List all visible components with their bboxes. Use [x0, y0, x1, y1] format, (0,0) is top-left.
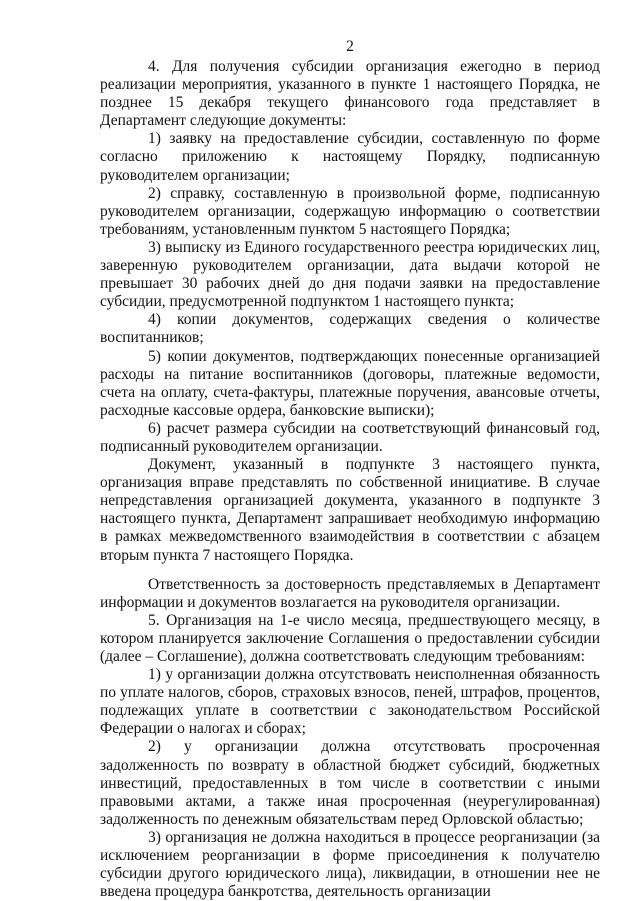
paragraph-4: 4. Для получения субсидии организация ежегодно в период реализации мероприятия, указанного в пункте 1 настоящего Порядка, не позднее 15 декабря текущего финансового года представляет в Департамент следующие документы:	[100, 58, 600, 130]
paragraph-4-item-2: 2) справку, составленную в произвольной форме, подписанную руководителем организации, содержащую информацию о соответствии требованиям, установленным пунктом 5 настоящего Порядка;	[100, 184, 600, 238]
page-number: 2	[346, 38, 354, 55]
responsibility-paragraph: Ответственность за достоверность представляемых в Департамент информации и документов возлагается на руководителя организации.	[100, 575, 600, 611]
paragraph-4-item-6: 6) расчет размера субсидии на соответствующий финансовый год, подписанный руководителем организации.	[100, 419, 600, 455]
paragraph-4-item-3: 3) выписку из Единого государственного реестра юридических лиц, заверенную руководителем организации, дата выдачи которой не превышает 30 рабочих дней до дня подачи заявки на предоставление субсидии, предусмотренной подпунктом 1 настоящего пункта;	[100, 238, 600, 311]
paragraph-4-item-5: 5) копии документов, подтверждающих понесенные организацией расходы на питание воспитанников (договоры, платежные ведомости, счета на оплату, счета-фактуры, платежные поручения, авансовые отчеты, расходные кассовые ордера, банковские выписки);	[100, 347, 600, 419]
paragraph-4-note: Документ, указанный в подпункте 3 настоящего пункта, организация вправе представлять по собственной инициативе. В случае непредставления организацией документа, указанного в подпункте 3 настоящего пункта, Департамент запрашивает необходимую информацию в рамках межведомственного взаимодействия в соответствии с абзацем вторым пункта 7 настоящего Порядка.	[100, 456, 600, 564]
paragraph-4-item-1: 1) заявку на предоставление субсидии, составленную по форме согласно приложению к настоящему Порядку, подписанную руководителем организации;	[100, 130, 600, 184]
paragraph-5-item-2: 2) у организации должна отсутствовать просроченная задолженность по возврату в областной бюджет субсидий, бюджетных инвестиций, предоставленных в том числе в соответствии с иными правовыми актами, а также иная просроченная (неурегулированная) задолженность по денежным обязательствам перед Орловской областью;	[100, 738, 600, 828]
paragraph-4-item-4: 4) копии документов, содержащих сведения о количестве воспитанников;	[100, 311, 600, 347]
paragraph-5: 5. Организация на 1-е число месяца, предшествующего месяцу, в котором планируется заключение Соглашения о предоставлении субсидии (далее – Соглашение), должна соответствовать следующим требованиям:	[100, 611, 600, 665]
paragraph-5-item-1: 1) у организации должна отсутствовать неисполненная обязанность по уплате налогов, сборов, страховых взносов, пеней, штрафов, процентов, подлежащих уплате в соответствии с законодательством Российской Федерации о налогах и сборах;	[100, 666, 600, 738]
paragraph-5-item-3: 3) организация не должна находиться в процессе реорганизации (за исключением реорганизации в форме присоединения к получателю субсидии другого юридического лица), ликвидации, в отношении нее не введена процедура банкротства, деятельность организации	[100, 828, 600, 901]
